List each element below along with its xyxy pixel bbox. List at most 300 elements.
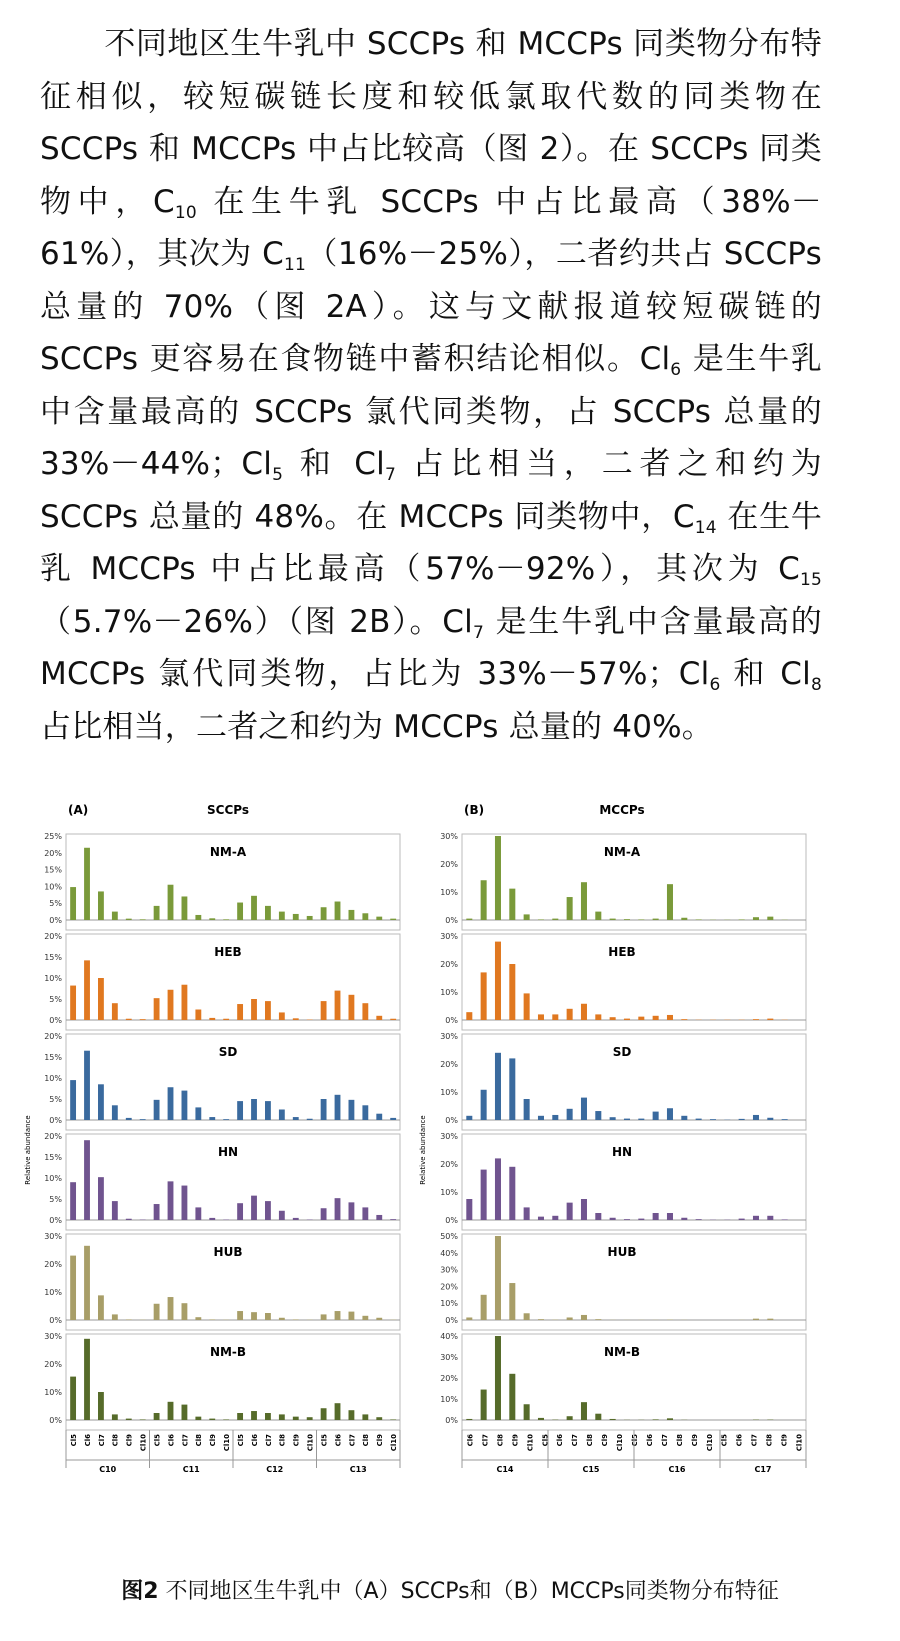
bar bbox=[154, 1100, 160, 1120]
region-label: HUB bbox=[607, 1245, 637, 1259]
bar bbox=[739, 919, 745, 920]
x-tick-label: Cl6 bbox=[334, 1434, 343, 1447]
bar bbox=[581, 1402, 587, 1420]
x-tick-label: Cl5 bbox=[69, 1434, 78, 1447]
x-tick-label: Cl5 bbox=[320, 1434, 329, 1447]
group-label: C16 bbox=[668, 1465, 686, 1474]
bar bbox=[495, 1236, 501, 1320]
y-tick-label: 15% bbox=[44, 1153, 62, 1162]
x-tick-label: Cl9 bbox=[780, 1434, 789, 1447]
paragraph-text: 是生牛乳中含量最高的 SCCPs 氯代同类物，占 SCCPs 总量的 33%－44%；Cl bbox=[40, 341, 822, 482]
bar bbox=[376, 1016, 382, 1020]
x-tick-label: Cl5 bbox=[541, 1434, 550, 1447]
bar bbox=[739, 1219, 745, 1220]
bar bbox=[335, 1311, 341, 1320]
bar bbox=[538, 1217, 544, 1220]
bar bbox=[538, 1116, 544, 1120]
bar bbox=[681, 1116, 687, 1120]
bar bbox=[98, 1392, 104, 1420]
region-label: SD bbox=[612, 1045, 632, 1059]
region-label: HN bbox=[611, 1145, 633, 1159]
bar bbox=[362, 1414, 368, 1420]
bar bbox=[265, 1413, 271, 1420]
subscript: 10 bbox=[174, 202, 197, 223]
bar bbox=[681, 1218, 687, 1220]
bar bbox=[610, 1017, 616, 1020]
bar bbox=[168, 885, 174, 920]
bar bbox=[349, 910, 355, 920]
bar bbox=[581, 1098, 587, 1120]
bar bbox=[667, 1418, 673, 1420]
bar bbox=[509, 964, 515, 1020]
paragraph-text: 占比相当，二者之和约为 MCCPs 总量的 40%。 bbox=[40, 708, 714, 745]
bar bbox=[739, 1119, 745, 1120]
bar bbox=[767, 1118, 773, 1120]
x-tick-label: Cl10 bbox=[306, 1434, 315, 1452]
bar bbox=[182, 1303, 188, 1320]
bar bbox=[279, 1110, 285, 1121]
bar bbox=[251, 1099, 257, 1120]
bar bbox=[154, 906, 160, 920]
y-tick-label: 10% bbox=[44, 1174, 62, 1183]
bar bbox=[349, 995, 355, 1020]
bar bbox=[307, 1417, 313, 1420]
y-tick-label: 0% bbox=[445, 1316, 458, 1325]
x-tick-label: Cl5 bbox=[153, 1434, 162, 1447]
x-tick-label: Cl5 bbox=[631, 1434, 639, 1447]
bar bbox=[112, 1105, 118, 1120]
bar bbox=[390, 919, 396, 920]
bar bbox=[70, 1377, 76, 1420]
bar bbox=[154, 1413, 160, 1420]
region-label: NM-A bbox=[603, 845, 641, 859]
paragraph-text: 是生牛乳中含量最高的 MCCPs 氯代同类物，占比为 33%－57%；Cl bbox=[40, 603, 822, 692]
bar bbox=[567, 1416, 573, 1420]
bar bbox=[279, 1318, 285, 1320]
bar bbox=[209, 1117, 215, 1120]
bar bbox=[667, 1213, 673, 1220]
bar bbox=[293, 1417, 299, 1420]
bar bbox=[279, 1012, 285, 1020]
bar bbox=[524, 993, 530, 1020]
bar bbox=[335, 1403, 341, 1420]
paragraph-text: （5.7%－26%）（图 2B）。Cl bbox=[40, 603, 473, 640]
body-paragraph bbox=[40, 18, 822, 753]
x-tick-label: Cl10 bbox=[795, 1434, 804, 1452]
bar bbox=[195, 1010, 201, 1021]
bar bbox=[362, 1207, 368, 1220]
bar bbox=[293, 1218, 299, 1220]
bar bbox=[653, 1016, 659, 1020]
bar bbox=[265, 1313, 271, 1320]
bar bbox=[195, 1207, 201, 1220]
x-tick-label: Cl9 bbox=[511, 1434, 520, 1447]
y-tick-label: 20% bbox=[440, 960, 458, 969]
paragraph-text: 和 Cl bbox=[283, 446, 385, 482]
bar bbox=[223, 1419, 229, 1420]
bar bbox=[552, 919, 558, 920]
bar bbox=[84, 1140, 90, 1220]
x-tick-label: Cl6 bbox=[466, 1434, 475, 1447]
y-tick-label: 40% bbox=[440, 1332, 458, 1341]
bar bbox=[293, 914, 299, 920]
y-tick-label: 20% bbox=[440, 1160, 458, 1169]
bar bbox=[251, 1196, 257, 1220]
bar bbox=[168, 1181, 174, 1220]
bar bbox=[767, 1216, 773, 1220]
bar bbox=[495, 836, 501, 920]
x-tick-label: Cl8 bbox=[765, 1434, 774, 1447]
bar bbox=[681, 1019, 687, 1020]
bar bbox=[710, 1119, 716, 1120]
region-label: HUB bbox=[213, 1245, 243, 1259]
bar bbox=[376, 1417, 382, 1420]
y-tick-label: 5% bbox=[49, 995, 62, 1004]
bar bbox=[509, 1374, 515, 1420]
region-label: NM-B bbox=[209, 1345, 247, 1359]
bar bbox=[140, 919, 146, 920]
bar bbox=[767, 1319, 773, 1320]
x-tick-label: Cl6 bbox=[556, 1434, 565, 1447]
bar bbox=[279, 1414, 285, 1420]
bar bbox=[349, 1100, 355, 1120]
x-tick-label: Cl8 bbox=[111, 1434, 120, 1447]
bar bbox=[154, 1204, 160, 1220]
bar bbox=[782, 1119, 788, 1120]
bar bbox=[595, 1414, 601, 1420]
y-tick-label: 10% bbox=[440, 1188, 458, 1197]
bar bbox=[84, 1339, 90, 1420]
y-axis-label: Relative abundance bbox=[419, 1115, 427, 1185]
panel-label: (B) bbox=[464, 803, 485, 817]
bar bbox=[624, 1019, 630, 1020]
bar bbox=[524, 914, 530, 920]
x-tick-label: Cl10 bbox=[139, 1434, 148, 1452]
y-tick-label: 10% bbox=[44, 1288, 62, 1297]
y-tick-label: 0% bbox=[49, 1316, 62, 1325]
y-tick-label: 50% bbox=[440, 1232, 458, 1241]
bar bbox=[237, 1311, 243, 1320]
bar bbox=[696, 1119, 702, 1120]
bar bbox=[126, 1319, 132, 1320]
bar bbox=[112, 1201, 118, 1220]
bar bbox=[140, 1419, 146, 1420]
y-tick-label: 40% bbox=[440, 1248, 458, 1258]
x-tick-label: Cl10 bbox=[223, 1434, 232, 1452]
subscript: 14 bbox=[694, 517, 717, 538]
bar bbox=[667, 1015, 673, 1020]
y-tick-label: 0% bbox=[49, 1016, 62, 1025]
x-tick-label: Cl5 bbox=[236, 1434, 245, 1447]
bar bbox=[321, 1208, 327, 1220]
bar bbox=[168, 990, 174, 1020]
y-tick-label: 20% bbox=[44, 1032, 62, 1041]
region-label: HN bbox=[217, 1145, 239, 1159]
bar bbox=[624, 919, 630, 920]
bar bbox=[390, 1219, 396, 1220]
x-tick-label: Cl10 bbox=[705, 1434, 714, 1452]
bar bbox=[753, 917, 759, 920]
bar bbox=[466, 1012, 472, 1020]
bar bbox=[376, 1318, 382, 1320]
bar bbox=[753, 1319, 759, 1320]
bar bbox=[126, 1419, 132, 1420]
subscript: 6 bbox=[709, 675, 721, 695]
bar bbox=[595, 1111, 601, 1120]
bar bbox=[126, 1118, 132, 1120]
bar bbox=[70, 1256, 76, 1320]
bar bbox=[624, 1119, 630, 1120]
bar bbox=[390, 1019, 396, 1020]
bar bbox=[567, 1317, 573, 1320]
x-tick-label: Cl7 bbox=[660, 1434, 669, 1447]
y-tick-label: 20% bbox=[440, 1282, 458, 1292]
bar bbox=[509, 1058, 515, 1120]
bar bbox=[696, 1219, 702, 1220]
x-tick-label: Cl10 bbox=[526, 1434, 535, 1452]
bar bbox=[265, 1201, 271, 1220]
x-tick-label: Cl9 bbox=[125, 1434, 134, 1447]
bar bbox=[335, 991, 341, 1020]
group-label: C15 bbox=[582, 1465, 600, 1474]
bar bbox=[653, 919, 659, 920]
y-tick-label: 10% bbox=[440, 988, 458, 997]
bar bbox=[335, 1198, 341, 1220]
bar bbox=[84, 960, 90, 1020]
bar bbox=[265, 1101, 271, 1120]
y-tick-label: 0% bbox=[49, 1216, 62, 1225]
subscript: 7 bbox=[472, 622, 484, 643]
paragraph-text: 占比相当，二者之和约为 SCCPs 总量的 48%。在 MCCPs 同类物中，C bbox=[40, 446, 822, 535]
bar bbox=[495, 1336, 501, 1420]
chart-title: MCCPs bbox=[599, 803, 645, 817]
bar bbox=[237, 903, 243, 920]
y-tick-label: 20% bbox=[44, 1132, 62, 1141]
subscript: 6 bbox=[670, 360, 682, 380]
bar bbox=[321, 1001, 327, 1020]
y-tick-label: 20% bbox=[440, 1374, 458, 1383]
y-tick-label: 0% bbox=[445, 1416, 458, 1425]
bar bbox=[610, 1218, 616, 1220]
region-label: NM-B bbox=[603, 1345, 641, 1359]
region-label: NM-A bbox=[209, 845, 247, 859]
figure-2 bbox=[0, 803, 900, 1560]
bar bbox=[98, 891, 104, 920]
y-tick-label: 30% bbox=[440, 1032, 458, 1041]
bar bbox=[466, 1317, 472, 1320]
bar bbox=[552, 1216, 558, 1220]
bar bbox=[84, 848, 90, 920]
y-tick-label: 0% bbox=[445, 1216, 458, 1225]
y-tick-label: 30% bbox=[440, 832, 458, 841]
x-tick-label: Cl7 bbox=[571, 1434, 580, 1447]
region-label: HEB bbox=[608, 945, 636, 959]
bar bbox=[667, 1108, 673, 1120]
bar bbox=[335, 902, 341, 920]
subscript: 15 bbox=[799, 570, 822, 590]
bar bbox=[362, 913, 368, 920]
bar bbox=[182, 985, 188, 1020]
bar bbox=[653, 1112, 659, 1120]
bar bbox=[209, 1419, 215, 1420]
bar bbox=[251, 999, 257, 1020]
bar bbox=[638, 1119, 644, 1120]
y-tick-label: 20% bbox=[44, 932, 62, 941]
bar bbox=[349, 1312, 355, 1320]
bar bbox=[237, 1101, 243, 1120]
bar bbox=[251, 1411, 257, 1420]
y-tick-label: 0% bbox=[445, 1116, 458, 1125]
x-tick-label: Cl10 bbox=[390, 1434, 399, 1452]
bar bbox=[293, 1319, 299, 1320]
bar bbox=[140, 1019, 146, 1020]
bar bbox=[223, 1119, 229, 1120]
x-tick-label: Cl6 bbox=[167, 1434, 176, 1447]
bar bbox=[182, 1405, 188, 1420]
y-tick-label: 20% bbox=[44, 1360, 62, 1369]
bar bbox=[209, 918, 215, 920]
region-label: HEB bbox=[214, 945, 242, 959]
y-tick-label: 15% bbox=[44, 865, 62, 875]
bar bbox=[251, 896, 257, 920]
y-tick-label: 30% bbox=[44, 1232, 62, 1241]
bar bbox=[538, 1014, 544, 1020]
subscript: 5 bbox=[272, 465, 284, 485]
bar bbox=[567, 1009, 573, 1020]
bar bbox=[112, 1003, 118, 1020]
bar bbox=[509, 1283, 515, 1320]
bar bbox=[524, 1313, 530, 1320]
bar bbox=[182, 896, 188, 920]
bar bbox=[610, 919, 616, 920]
x-tick-label: Cl9 bbox=[376, 1434, 385, 1447]
group-label: C17 bbox=[754, 1465, 772, 1474]
x-tick-label: Cl9 bbox=[601, 1434, 610, 1447]
bar bbox=[509, 1167, 515, 1220]
bar bbox=[653, 1213, 659, 1220]
bar bbox=[376, 1114, 382, 1120]
bar bbox=[70, 1182, 76, 1220]
y-tick-label: 10% bbox=[44, 1074, 62, 1083]
bar bbox=[209, 1218, 215, 1220]
bar bbox=[362, 1316, 368, 1320]
bar bbox=[154, 998, 160, 1020]
x-tick-label: Cl6 bbox=[735, 1434, 744, 1447]
bar bbox=[581, 1199, 587, 1220]
bar bbox=[524, 1207, 530, 1220]
y-tick-label: 10% bbox=[440, 888, 458, 897]
y-tick-label: 20% bbox=[44, 1260, 62, 1269]
group-label: C12 bbox=[266, 1465, 284, 1474]
bar bbox=[524, 1099, 530, 1120]
y-tick-label: 30% bbox=[440, 1132, 458, 1141]
bar bbox=[321, 1408, 327, 1420]
bar bbox=[376, 1215, 382, 1220]
x-tick-label: Cl7 bbox=[481, 1434, 490, 1447]
y-tick-label: 0% bbox=[49, 1416, 62, 1425]
bar bbox=[567, 897, 573, 920]
bar bbox=[321, 1099, 327, 1120]
bar bbox=[696, 919, 702, 920]
bar bbox=[466, 919, 472, 920]
bar bbox=[321, 907, 327, 920]
bar bbox=[112, 912, 118, 920]
bar bbox=[390, 1118, 396, 1120]
bar bbox=[182, 1091, 188, 1120]
x-tick-label: Cl8 bbox=[675, 1434, 684, 1447]
bar bbox=[195, 1317, 201, 1320]
x-tick-label: Cl7 bbox=[348, 1434, 357, 1447]
bar bbox=[667, 884, 673, 920]
bar bbox=[140, 1119, 146, 1120]
bar bbox=[390, 1419, 396, 1420]
bar bbox=[195, 1417, 201, 1420]
x-tick-label: Cl8 bbox=[278, 1434, 287, 1447]
y-tick-label: 0% bbox=[49, 916, 62, 925]
bar bbox=[767, 917, 773, 920]
x-tick-label: Cl9 bbox=[292, 1434, 301, 1447]
bar bbox=[753, 1115, 759, 1120]
group-label: C10 bbox=[99, 1465, 117, 1474]
bar bbox=[168, 1402, 174, 1420]
paragraph-text: 和 Cl bbox=[720, 656, 811, 692]
bar bbox=[195, 915, 201, 920]
bar bbox=[552, 1014, 558, 1020]
bar bbox=[538, 1319, 544, 1320]
x-tick-label: Cl8 bbox=[362, 1434, 371, 1447]
y-tick-label: 25% bbox=[44, 832, 62, 841]
bar bbox=[237, 1413, 243, 1420]
bar bbox=[481, 1295, 487, 1320]
x-tick-label: Cl7 bbox=[97, 1434, 106, 1447]
bar bbox=[567, 1109, 573, 1120]
x-tick-label: Cl5 bbox=[720, 1434, 729, 1447]
bar bbox=[466, 1419, 472, 1420]
group-label: C13 bbox=[349, 1465, 367, 1474]
caption-text: 不同地区生牛乳中（A）SCCPs和（B）MCCPs同类物分布特征 bbox=[165, 1579, 779, 1604]
bar bbox=[376, 917, 382, 920]
x-tick-label: Cl9 bbox=[690, 1434, 699, 1447]
bar bbox=[70, 1080, 76, 1120]
caption-label: 图2 bbox=[121, 1579, 159, 1604]
bar bbox=[237, 1004, 243, 1020]
panel-label: (A) bbox=[68, 803, 89, 817]
bar bbox=[782, 1219, 788, 1220]
paragraph-text: （16%－25%），二者约共占 SCCPs 总量的 70%（图 2A）。这与文献报道较短碳链的 SCCPs 更容易在食物链中蓄积结论相似。Cl bbox=[40, 236, 822, 377]
bar bbox=[84, 1051, 90, 1120]
x-tick-label: Cl7 bbox=[264, 1434, 273, 1447]
bar bbox=[595, 1014, 601, 1020]
bar bbox=[112, 1414, 118, 1420]
y-tick-label: 0% bbox=[49, 1116, 62, 1125]
y-tick-label: 10% bbox=[440, 1088, 458, 1097]
x-tick-label: Cl6 bbox=[83, 1434, 92, 1447]
bar bbox=[767, 1019, 773, 1020]
bar bbox=[509, 889, 515, 920]
bar bbox=[307, 916, 313, 920]
y-tick-label: 0% bbox=[445, 916, 458, 925]
bar bbox=[126, 1019, 132, 1020]
bar bbox=[195, 1107, 201, 1120]
y-tick-label: 30% bbox=[440, 1265, 458, 1275]
y-tick-label: 15% bbox=[44, 1053, 62, 1062]
y-tick-label: 10% bbox=[44, 882, 62, 892]
bar bbox=[481, 1390, 487, 1420]
y-tick-label: 10% bbox=[44, 1388, 62, 1397]
bar bbox=[349, 1202, 355, 1220]
bar bbox=[237, 1203, 243, 1220]
bar bbox=[638, 1017, 644, 1020]
